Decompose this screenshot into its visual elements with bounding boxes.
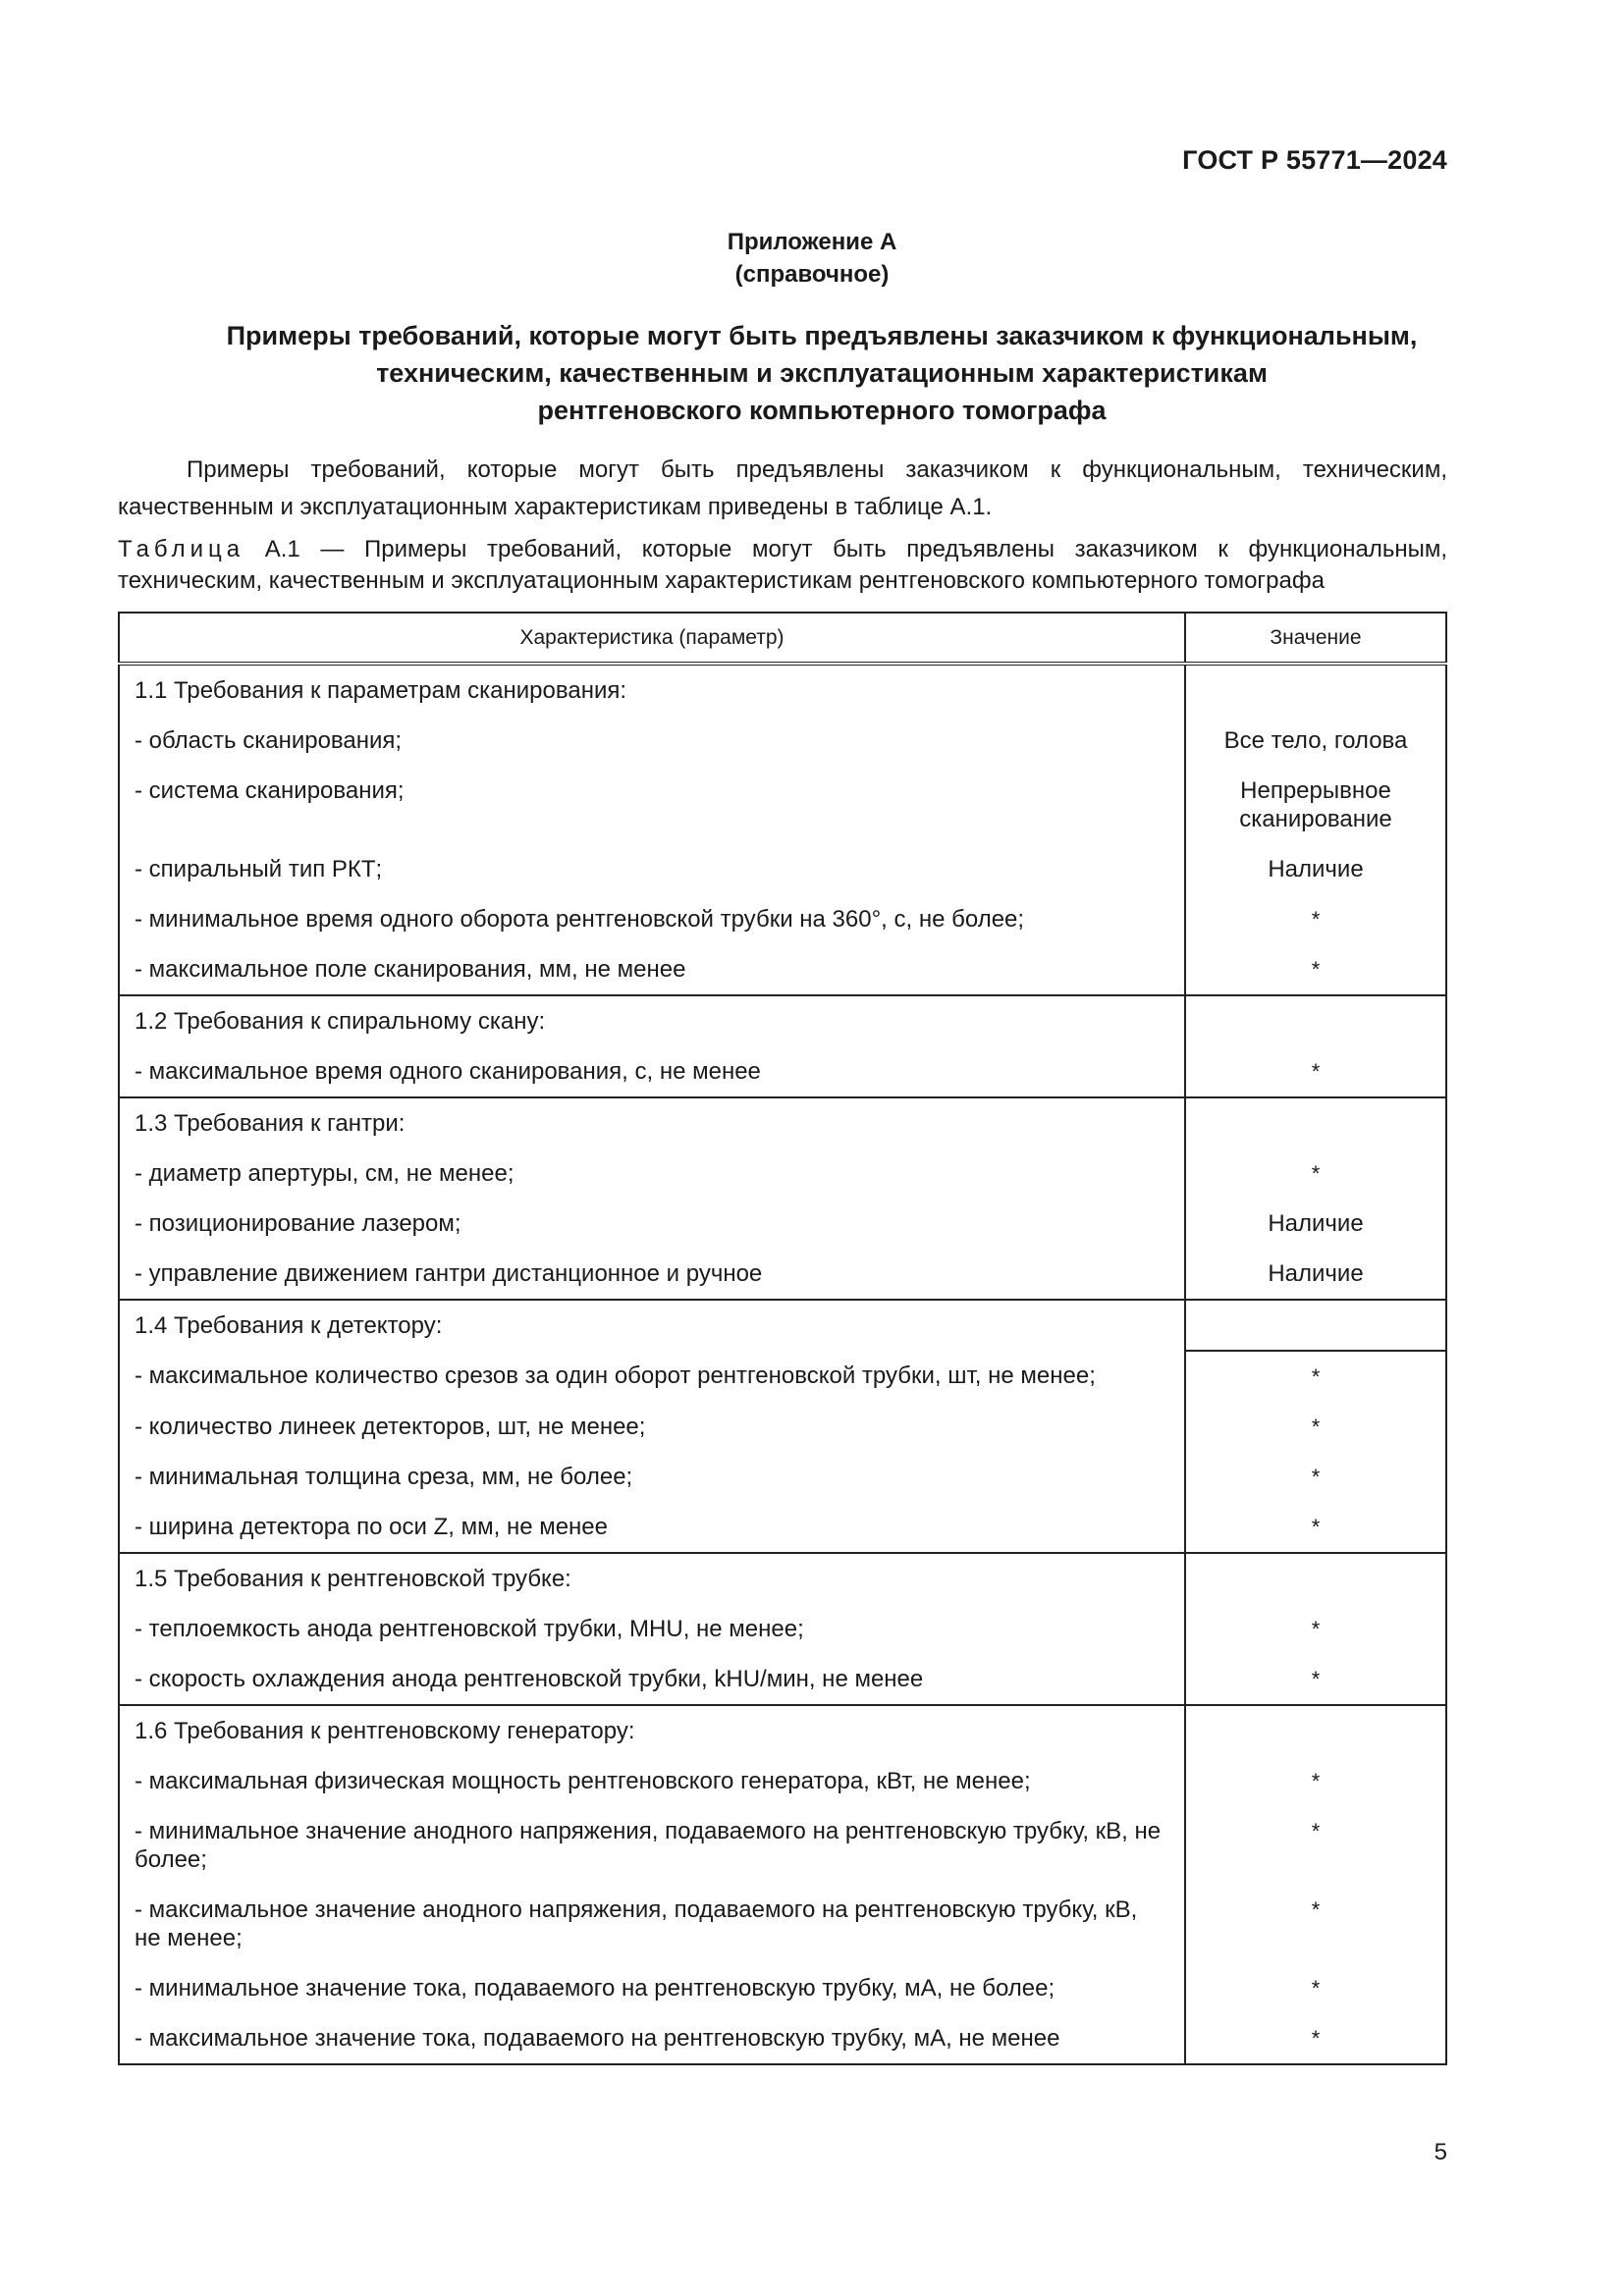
appendix-heading xyxy=(0,226,1624,291)
value-cell: * xyxy=(1185,1806,1446,1885)
parameter-cell: - спиральный тип РКТ; xyxy=(119,844,1185,894)
column-header-value: Значение xyxy=(1185,613,1446,664)
parameter-cell: - система сканирования; xyxy=(119,766,1185,844)
table-row xyxy=(119,2013,1446,2064)
value-cell: * xyxy=(1185,1963,1446,2013)
value-cell: * xyxy=(1185,1046,1446,1097)
table-caption xyxy=(118,534,1447,597)
appendix-label: Приложение А xyxy=(727,229,897,255)
table-row xyxy=(119,1452,1446,1502)
table-row xyxy=(119,1351,1446,1402)
group-heading-value-cell xyxy=(1185,995,1446,1046)
parameter-cell: - минимальное время одного оборота рентгеновской трубки на 360°, с, не более; xyxy=(119,894,1185,944)
table-row xyxy=(119,1148,1446,1199)
appendix-title-line: техническим, качественным и эксплуатационным характеристикам xyxy=(376,358,1268,388)
table-group-heading-row xyxy=(119,1097,1446,1148)
value-cell: * xyxy=(1185,1654,1446,1705)
table-group-heading-row xyxy=(119,1300,1446,1351)
table-row xyxy=(119,1046,1446,1097)
group-heading-value-cell xyxy=(1185,1705,1446,1756)
table-group-heading-row xyxy=(119,664,1446,716)
column-header-parameter: Характеристика (параметр) xyxy=(119,613,1185,664)
parameter-cell: - теплоемкость анода рентгеновской трубки, MHU, не менее; xyxy=(119,1604,1185,1654)
parameter-cell: - позиционирование лазером; xyxy=(119,1199,1185,1249)
table-row xyxy=(119,1963,1446,2013)
table-row xyxy=(119,1885,1446,1963)
value-cell: * xyxy=(1185,1756,1446,1806)
value-cell: * xyxy=(1185,1402,1446,1452)
table-row xyxy=(119,1502,1446,1553)
table-caption-label: Таблица xyxy=(118,536,245,562)
document-number: ГОСТ Р 55771—2024 xyxy=(1182,145,1447,175)
table-header-row xyxy=(119,613,1446,664)
value-cell: Все тело, голова xyxy=(1185,716,1446,766)
parameter-cell: - максимальное значение анодного напряжения, подаваемого на рентгеновскую трубку, кВ, не менее; xyxy=(119,1885,1185,1963)
table-caption-text: А.1 — Примеры требований, которые могут быть предъявлены заказчиком к функциональным, техническим, качественным и эксплуатационным характеристикам рентгеновского компьютерного томографа xyxy=(118,536,1448,594)
table-row xyxy=(119,1249,1446,1300)
group-heading: 1.5 Требования к рентгеновской трубке: xyxy=(119,1553,1185,1604)
parameter-cell: - ширина детектора по оси Z, мм, не менее xyxy=(119,1502,1185,1553)
appendix-title-line: Примеры требований, которые могут быть предъявлены заказчиком к функциональным, xyxy=(226,321,1418,350)
group-heading: 1.2 Требования к спиральному скану: xyxy=(119,995,1185,1046)
value-cell: * xyxy=(1185,2013,1446,2064)
value-cell: * xyxy=(1185,894,1446,944)
table-group-heading-row xyxy=(119,1553,1446,1604)
parameter-cell: - максимальное время одного сканирования, с, не менее xyxy=(119,1046,1185,1097)
group-heading-value-cell xyxy=(1185,1300,1446,1351)
table-row xyxy=(119,844,1446,894)
value-cell: * xyxy=(1185,1604,1446,1654)
value-cell: * xyxy=(1185,1885,1446,1963)
group-heading-value-cell xyxy=(1185,664,1446,716)
parameter-cell: - максимальная физическая мощность рентгеновского генератора, кВт, не менее; xyxy=(119,1756,1185,1806)
table-row xyxy=(119,716,1446,766)
table-body xyxy=(119,664,1446,2064)
table-row xyxy=(119,766,1446,844)
parameter-cell: - управление движением гантри дистанционное и ручное xyxy=(119,1249,1185,1300)
value-cell: Наличие xyxy=(1185,1199,1446,1249)
parameter-cell: - минимальная толщина среза, мм, не более; xyxy=(119,1452,1185,1502)
group-heading-value-cell xyxy=(1185,1553,1446,1604)
appendix-title xyxy=(118,317,1526,429)
intro-paragraph: Примеры требований, которые могут быть предъявлены заказчиком к функциональным, техническим, качественным и эксплуатационным характеристикам приведены в таблице А.1. xyxy=(118,456,1447,520)
value-cell: * xyxy=(1185,1148,1446,1199)
value-cell: * xyxy=(1185,1452,1446,1502)
table-row xyxy=(119,894,1446,944)
value-cell: * xyxy=(1185,944,1446,995)
parameter-cell: - скорость охлаждения анода рентгеновской трубки, kHU/мин, не менее xyxy=(119,1654,1185,1705)
appendix-title-line: рентгеновского компьютерного томографа xyxy=(537,396,1107,425)
parameter-cell: - минимальное значение тока, подаваемого на рентгеновскую трубку, мА, не более; xyxy=(119,1963,1185,2013)
table-row xyxy=(119,1756,1446,1806)
value-cell: * xyxy=(1185,1351,1446,1402)
table-row xyxy=(119,1604,1446,1654)
group-heading: 1.1 Требования к параметрам сканирования: xyxy=(119,664,1185,716)
table-row xyxy=(119,1199,1446,1249)
value-cell: Непрерывное сканирование xyxy=(1185,766,1446,844)
table-row xyxy=(119,1402,1446,1452)
parameter-cell: - диаметр апертуры, см, не менее; xyxy=(119,1148,1185,1199)
value-cell: Наличие xyxy=(1185,1249,1446,1300)
parameter-cell: - область сканирования; xyxy=(119,716,1185,766)
requirements-table xyxy=(118,612,1447,2065)
group-heading: 1.6 Требования к рентгеновскому генератору: xyxy=(119,1705,1185,1756)
table-row xyxy=(119,1654,1446,1705)
group-heading-value-cell xyxy=(1185,1097,1446,1148)
table-group-heading-row xyxy=(119,1705,1446,1756)
parameter-cell: - максимальное количество срезов за один оборот рентгеновской трубки, шт, не менее; xyxy=(119,1351,1185,1402)
parameter-cell: - минимальное значение анодного напряжения, подаваемого на рентгеновскую трубку, кВ, не более; xyxy=(119,1806,1185,1885)
value-cell: * xyxy=(1185,1502,1446,1553)
parameter-cell: - максимальное поле сканирования, мм, не менее xyxy=(119,944,1185,995)
table-row xyxy=(119,1806,1446,1885)
table-group-heading-row xyxy=(119,995,1446,1046)
value-cell: Наличие xyxy=(1185,844,1446,894)
group-heading: 1.4 Требования к детектору: xyxy=(119,1300,1185,1351)
page-number: 5 xyxy=(1434,2139,1447,2165)
table-row xyxy=(119,944,1446,995)
group-heading: 1.3 Требования к гантри: xyxy=(119,1097,1185,1148)
parameter-cell: - количество линеек детекторов, шт, не менее; xyxy=(119,1402,1185,1452)
appendix-type: (справочное) xyxy=(734,261,890,288)
parameter-cell: - максимальное значение тока, подаваемого на рентгеновскую трубку, мА, не менее xyxy=(119,2013,1185,2064)
